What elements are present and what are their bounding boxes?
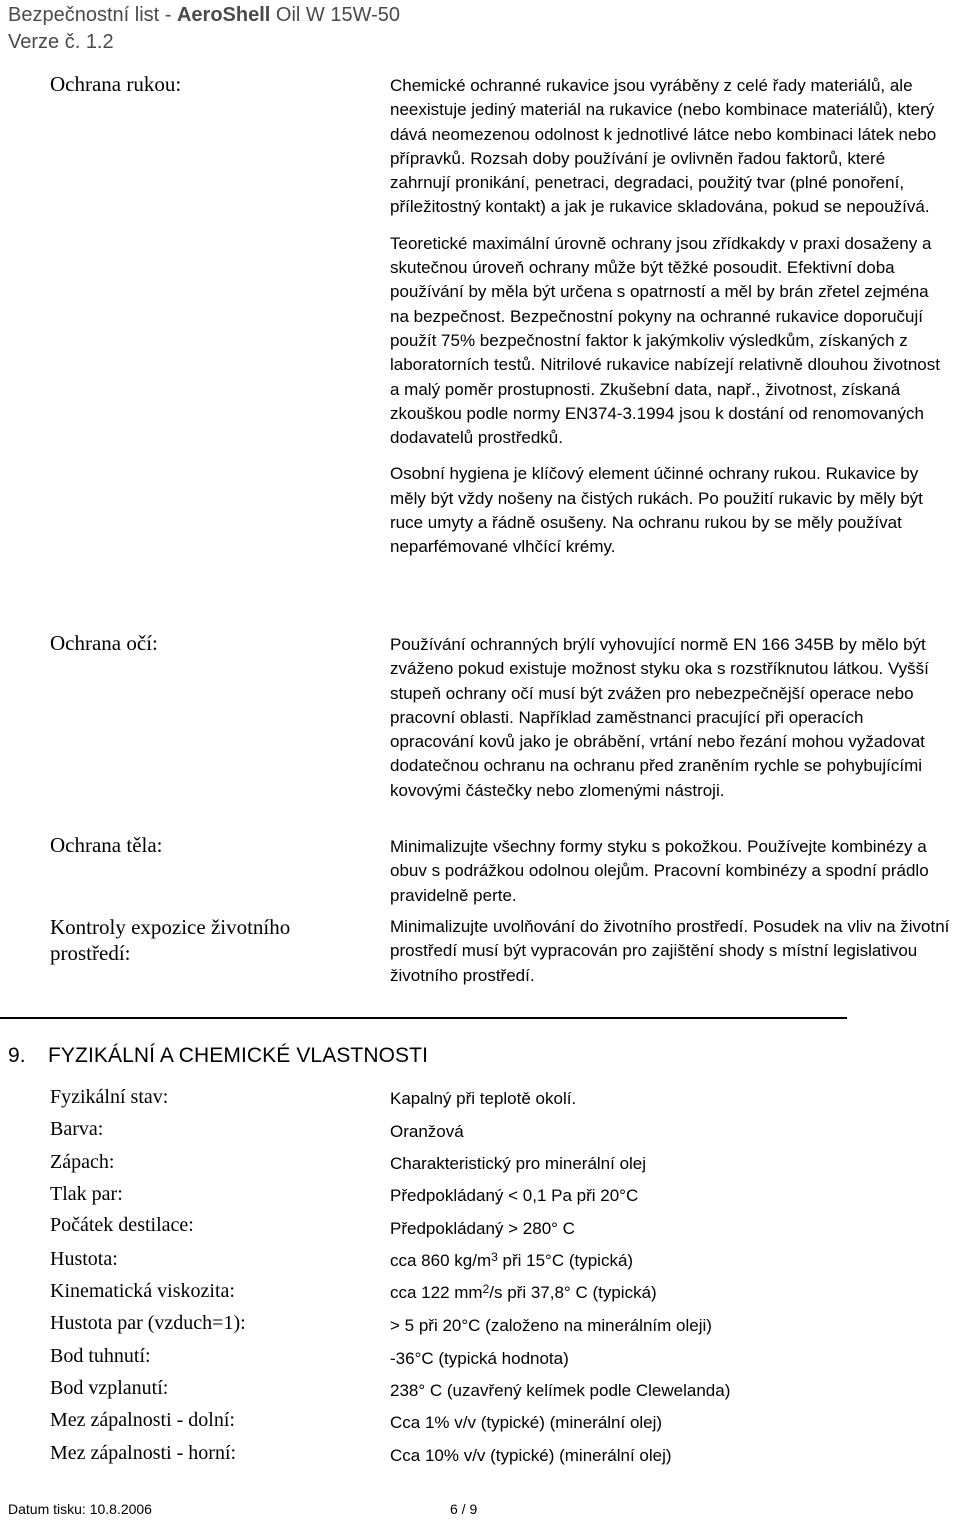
property-label: Hustota par (vzduch=1): <box>50 1312 246 1334</box>
property-label: Bod tuhnutí: <box>50 1345 151 1367</box>
environmental-exposure-label-line-2: prostředí: <box>50 941 131 965</box>
print-date: Datum tisku: 10.8.2006 <box>8 1501 152 1517</box>
property-label: Mez zápalnosti - horní: <box>50 1442 237 1464</box>
property-value <box>390 1248 633 1275</box>
property-label: Fyzikální stav: <box>50 1086 169 1108</box>
hand-protection-paragraph-3: Osobní hygiena je klíčový element účinné ochrany rukou. Rukavice by měly být vždy nošeny na čistých rukách. Po použití rukavic by měly být ruce umyty a řádně osušeny. Na ochranu rukou by se měly používat neparfémované vlhčící krémy. <box>390 464 923 557</box>
property-value <box>390 1280 657 1307</box>
property-value: -36°C (typická hodnota) <box>390 1349 569 1368</box>
superscript: 2 <box>482 1282 490 1296</box>
page-number: 6 / 9 <box>450 1501 478 1517</box>
document-title <box>8 2 400 29</box>
property-value: Cca 10% v/v (typické) (minerální olej) <box>390 1446 672 1465</box>
document-version: Verze č. 1.2 <box>8 31 114 53</box>
superscript: 3 <box>491 1250 498 1264</box>
value-text: /s při 37,8° C (typická) <box>489 1283 657 1302</box>
value-text: cca 860 kg/m <box>390 1251 492 1270</box>
section-title: FYZIKÁLNÍ A CHEMICKÉ VLASTNOSTI <box>48 1044 429 1067</box>
environmental-exposure-text: Minimalizujte uvolňování do životního prostředí. Posudek na vliv na životní prostředí musí být vypracován pro zajištění shody s místní legislativou životního prostředí. <box>390 917 950 985</box>
property-label: Počátek destilace: <box>50 1214 194 1236</box>
eye-protection-label: Ochrana očí: <box>50 631 158 655</box>
section-number: 9. <box>8 1044 26 1067</box>
section-divider <box>0 1017 847 1019</box>
hand-protection-label: Ochrana rukou: <box>50 72 182 96</box>
property-label: Hustota: <box>50 1248 118 1270</box>
value-text: cca 122 mm <box>390 1283 483 1302</box>
property-value: Předpokládaný > 280° C <box>390 1219 575 1238</box>
property-label: Tlak par: <box>50 1183 123 1205</box>
value-text: při 15°C (typická) <box>497 1251 634 1270</box>
property-value: > 5 při 20°C (založeno na minerálním oleji) <box>390 1316 712 1335</box>
property-label: Mez zápalnosti - dolní: <box>50 1409 235 1431</box>
environmental-exposure-label <box>50 914 380 966</box>
property-value: Kapalný při teplotě okolí. <box>390 1089 577 1108</box>
eye-protection-text: Používání ochranných brýlí vyhovující normě EN 166 345B by mělo být zváženo pokud existuje možnost styku oka s rozstříknutou látkou. Vyšší stupeň ochrany očí musí být zvážen pro nebezpečnější operace nebo pracovní oblasti. Například zaměstnanci pracující při operacích opracování kovů jako je obrábění, vrtání nebo řezání mohou vyžadovat dodatečnou ochranu na ochranu před zraněním rychle se pohybujícími kovovými částečky nebo zlomenými nástroji. <box>390 635 929 800</box>
property-value: Předpokládaný < 0,1 Pa při 20°C <box>390 1186 639 1205</box>
property-value: Oranžová <box>390 1122 464 1141</box>
environmental-exposure-label-line-1: Kontroly expozice životního <box>50 915 291 939</box>
document-header <box>8 2 400 56</box>
hand-protection-paragraph-2: Teoretické maximální úrovně ochrany jsou zřídkakdy v praxi dosaženy a skutečnou úroveň ochrany může být těžké posoudit. Efektivní doba používání by měla být určena s opatrností a měl by brán zřetel zejména na bezpečnost. Bezpečnostní pokyny na ochranné rukavice doporučují použít 75% bezpečnostní faktor k jakýmkoliv výsledkům, získaných z laboratorních testů. Nitrilové rukavice nabízejí relativně dlouhou životnost a malý poměr prostupnosti. Zkušební data, např., životnost, získaná zkouškou podle normy EN374-3.1994 jsou k dostání od renomovaných dodavatelů prostředků. <box>390 233 940 448</box>
section-9-heading <box>8 1043 428 1069</box>
property-label: Kinematická viskozita: <box>50 1280 235 1302</box>
body-protection-text: Minimalizujte všechny formy styku s pokožkou. Používejte kombinézy a obuv s podrážkou odolnou olejům. Pracovní kombinézy a spodní prádlo pravidelně perte. <box>390 837 929 905</box>
property-label: Bod vzplanutí: <box>50 1377 169 1399</box>
property-value: 238° C (uzavřený kelímek podle Clewelanda) <box>390 1381 731 1400</box>
property-label: Barva: <box>50 1118 104 1140</box>
title-prefix: Bezpečnostní list - <box>8 4 177 26</box>
hand-protection-paragraph-1: Chemické ochranné rukavice jsou vyráběny z celé řady materiálů, ale neexistuje jediný materiál na rukavice (nebo kombinace materiálů), který dává neomezenou odolnost k jednotlivé látce nebo kombinaci látek nebo přípravků. Rozsah doby používání je ovlivněn řadou faktorů, které zahrnují pronikání, penetraci, degradaci, použitý tvar (plné ponoření, příležitostný kontakt) a jak je rukavice skladována, pokud se nepoužívá. <box>390 76 937 217</box>
product-name-rest: Oil W 15W-50 <box>270 4 400 26</box>
body-protection-label: Ochrana těla: <box>50 833 163 857</box>
property-value: Cca 1% v/v (typické) (minerální olej) <box>390 1413 663 1432</box>
hand-protection-text <box>390 74 950 560</box>
property-label: Zápach: <box>50 1151 115 1173</box>
property-value: Charakteristický pro minerální olej <box>390 1154 647 1173</box>
product-name: AeroShell <box>176 4 271 26</box>
